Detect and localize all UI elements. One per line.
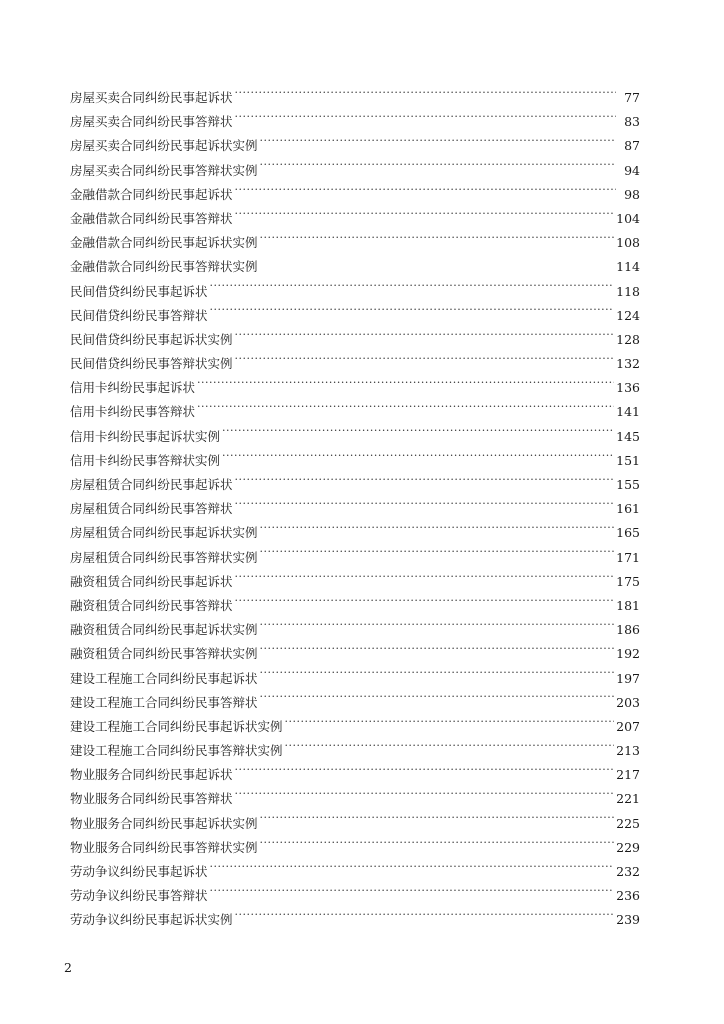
toc-entry-title: 融资租赁合同纠纷民事起诉状 — [70, 573, 233, 589]
toc-entry-title: 建设工程施工合同纠纷民事答辩状 — [70, 694, 258, 710]
toc-entry-title: 建设工程施工合同纠纷民事答辩状实例 — [70, 743, 283, 759]
toc-entry-page: 108 — [616, 235, 640, 251]
toc-entry-page: 203 — [616, 694, 640, 710]
toc-entry[interactable] — [70, 304, 640, 328]
toc-entry-title: 房屋租赁合同纠纷民事答辩状 — [70, 501, 233, 517]
toc-entry-page: 192 — [616, 646, 640, 662]
toc-dot-leader — [235, 597, 615, 610]
toc-entry-title: 房屋买卖合同纠纷民事答辩状实例 — [70, 162, 258, 178]
toc-entry-title: 金融借款合同纠纷民事答辩状 — [70, 210, 233, 226]
toc-entry[interactable] — [70, 715, 640, 739]
toc-dot-leader — [260, 525, 615, 538]
toc-entry-title: 建设工程施工合同纠纷民事起诉状 — [70, 670, 258, 686]
toc-entry-title: 房屋租赁合同纠纷民事答辩状实例 — [70, 549, 258, 565]
toc-entry-page: 239 — [616, 912, 640, 928]
toc-dot-leader — [197, 404, 614, 417]
toc-dot-leader — [260, 646, 615, 659]
toc-dot-leader — [260, 235, 615, 248]
toc-entry-page: 217 — [616, 767, 640, 783]
toc-dot-leader — [260, 162, 616, 175]
toc-entry-title: 民间借贷纠纷民事答辩状 — [70, 307, 208, 323]
toc-entry-title: 物业服务合同纠纷民事起诉状实例 — [70, 815, 258, 831]
toc-entry-title: 信用卡纠纷民事答辩状 — [70, 404, 196, 420]
toc-entry-title: 民间借贷纠纷民事起诉状 — [70, 283, 208, 299]
toc-dot-leader — [235, 210, 615, 223]
toc-entry-page: 232 — [616, 864, 640, 879]
toc-entry-page: 124 — [616, 307, 640, 323]
toc-dot-leader — [235, 356, 615, 369]
toc-entry-page: 94 — [624, 162, 640, 178]
toc-entry-page: 175 — [616, 573, 640, 589]
toc-dot-leader — [210, 864, 615, 877]
toc-entry-page: 236 — [616, 888, 640, 904]
toc-entry-page: 155 — [616, 477, 640, 492]
toc-entry[interactable] — [70, 159, 640, 183]
toc-entry-page: 77 — [624, 90, 640, 105]
toc-entry[interactable] — [70, 667, 640, 691]
toc-entry-title: 房屋租赁合同纠纷民事起诉状 — [70, 477, 233, 492]
toc-entry-page: 132 — [616, 356, 640, 372]
toc-entry-title: 物业服务合同纠纷民事答辩状 — [70, 791, 233, 807]
toc-dot-leader — [235, 912, 615, 925]
toc-dot-leader — [260, 815, 615, 828]
toc-entry-title: 房屋买卖合同纠纷民事起诉状 — [70, 90, 233, 105]
toc-entry-title: 劳动争议纠纷民事起诉状 — [70, 864, 208, 879]
toc-dot-leader — [235, 114, 616, 127]
toc-entry-page: 207 — [616, 718, 640, 734]
toc-entry-title: 信用卡纠纷民事答辩状实例 — [70, 452, 221, 468]
toc-entry[interactable] — [70, 352, 640, 376]
toc-entry-title: 民间借贷纠纷民事答辩状实例 — [70, 356, 233, 372]
page-number: 2 — [64, 960, 72, 975]
toc-entry-title: 民间借贷纠纷民事起诉状实例 — [70, 331, 233, 347]
toc-entry[interactable] — [70, 836, 640, 860]
toc-entry-page: 136 — [616, 380, 640, 396]
toc-entry[interactable] — [70, 497, 640, 521]
toc-dot-leader — [260, 622, 615, 635]
toc-entry-page: 98 — [624, 186, 640, 202]
toc-entry-page: 87 — [624, 138, 640, 154]
toc-entry[interactable] — [70, 449, 640, 473]
toc-entry[interactable] — [70, 280, 640, 304]
toc-entry[interactable] — [70, 110, 640, 134]
toc-dot-leader — [235, 501, 615, 514]
toc-entry-page: 181 — [616, 597, 640, 613]
toc-entry-page: 161 — [616, 501, 640, 517]
toc-dot-leader — [285, 743, 615, 756]
toc-entry-title: 房屋买卖合同纠纷民事起诉状实例 — [70, 138, 258, 154]
table-of-contents — [70, 86, 640, 933]
toc-dot-leader — [235, 186, 616, 199]
toc-dot-leader — [210, 307, 615, 320]
toc-entry[interactable] — [70, 860, 640, 884]
toc-entry-title: 物业服务合同纠纷民事答辩状实例 — [70, 839, 258, 855]
toc-dot-leader — [235, 331, 615, 344]
toc-entry[interactable] — [70, 787, 640, 811]
toc-entry[interactable] — [70, 521, 640, 545]
toc-entry-page: 229 — [616, 839, 640, 855]
toc-entry[interactable] — [70, 328, 640, 352]
toc-entry[interactable] — [70, 400, 640, 424]
toc-entry[interactable] — [70, 231, 640, 255]
toc-dot-leader — [260, 670, 615, 683]
toc-entry[interactable] — [70, 642, 640, 666]
toc-dot-leader — [235, 791, 615, 804]
toc-entry[interactable] — [70, 739, 640, 763]
toc-entry-title: 物业服务合同纠纷民事起诉状 — [70, 767, 233, 783]
toc-dot-leader — [235, 477, 615, 490]
toc-dot-leader — [235, 90, 616, 103]
toc-entry[interactable] — [70, 255, 640, 279]
toc-dot-leader — [260, 694, 615, 707]
toc-entry-page: 104 — [616, 210, 640, 226]
toc-entry-title: 建设工程施工合同纠纷民事起诉状实例 — [70, 718, 283, 734]
toc-dot-leader — [222, 452, 614, 465]
toc-entry-title: 房屋买卖合同纠纷民事答辩状 — [70, 114, 233, 130]
toc-dot-leader — [260, 839, 615, 852]
toc-dot-leader — [222, 428, 614, 441]
toc-entry-title: 金融借款合同纠纷民事起诉状实例 — [70, 235, 258, 251]
toc-entry-page: 171 — [616, 549, 640, 565]
toc-dot-leader — [260, 259, 615, 272]
toc-entry-page: 213 — [616, 743, 640, 759]
toc-entry[interactable] — [70, 134, 640, 158]
toc-entry-page: 118 — [616, 283, 640, 299]
toc-entry[interactable] — [70, 376, 640, 400]
toc-entry[interactable] — [70, 884, 640, 908]
toc-entry-title: 金融借款合同纠纷民事起诉状 — [70, 186, 233, 202]
toc-entry[interactable] — [70, 207, 640, 231]
toc-entry-page: 128 — [616, 331, 640, 347]
toc-entry-page: 165 — [616, 525, 640, 541]
toc-dot-leader — [260, 138, 616, 151]
toc-dot-leader — [197, 380, 614, 393]
toc-entry-page: 151 — [616, 452, 640, 468]
toc-entry[interactable] — [70, 473, 640, 497]
toc-entry[interactable] — [70, 618, 640, 642]
toc-entry[interactable] — [70, 183, 640, 207]
toc-entry-page: 197 — [616, 670, 640, 686]
toc-entry-title: 劳动争议纠纷民事起诉状实例 — [70, 912, 233, 928]
toc-entry-title: 金融借款合同纠纷民事答辩状实例 — [70, 259, 258, 275]
toc-entry[interactable] — [70, 812, 640, 836]
toc-entry-page: 145 — [616, 428, 640, 444]
toc-entry-page: 114 — [616, 259, 640, 275]
toc-entry-title: 劳动争议纠纷民事答辩状 — [70, 888, 208, 904]
toc-entry-title: 信用卡纠纷民事起诉状实例 — [70, 428, 221, 444]
toc-entry[interactable] — [70, 691, 640, 715]
toc-dot-leader — [235, 767, 615, 780]
toc-entry-page: 221 — [616, 791, 640, 807]
toc-entry[interactable] — [70, 86, 640, 110]
toc-entry[interactable] — [70, 570, 640, 594]
toc-entry-title: 房屋租赁合同纠纷民事起诉状实例 — [70, 525, 258, 541]
toc-entry-title: 融资租赁合同纠纷民事答辩状实例 — [70, 646, 258, 662]
toc-entry-page: 141 — [616, 404, 640, 420]
toc-dot-leader — [260, 549, 615, 562]
toc-entry[interactable] — [70, 763, 640, 787]
toc-entry[interactable] — [70, 546, 640, 570]
toc-entry-title: 融资租赁合同纠纷民事答辩状 — [70, 597, 233, 613]
toc-entry-title: 信用卡纠纷民事起诉状 — [70, 380, 196, 396]
toc-entry-page: 186 — [616, 622, 640, 638]
toc-dot-leader — [210, 283, 615, 296]
toc-entry-page: 225 — [616, 815, 640, 831]
toc-dot-leader — [235, 573, 615, 586]
toc-entry[interactable] — [70, 425, 640, 449]
toc-entry[interactable] — [70, 908, 640, 932]
toc-dot-leader — [210, 888, 615, 901]
toc-dot-leader — [285, 718, 615, 731]
toc-entry[interactable] — [70, 594, 640, 618]
toc-entry-page: 83 — [624, 114, 640, 130]
toc-entry-title: 融资租赁合同纠纷民事起诉状实例 — [70, 622, 258, 638]
